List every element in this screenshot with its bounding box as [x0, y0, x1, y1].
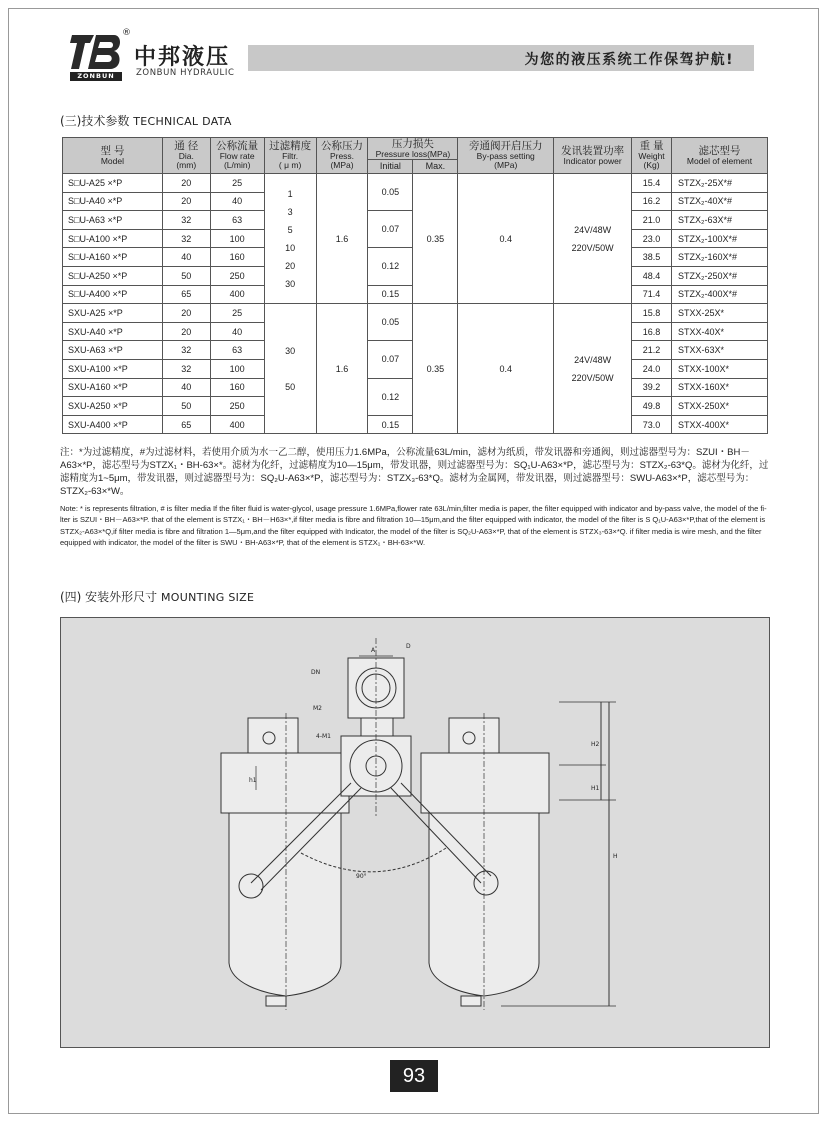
table-row: S□U-A250 ×*P 50 250 48.4 STZX₂-250X*# [63, 266, 768, 285]
table-row: SXU-A25 ×*P 20 25 30 50 1.6 0.05 0.35 0.4 24V/48W 220V/50W 15.8 STXX-25X* [63, 304, 768, 323]
dim-label-h1-small: h1 [249, 777, 257, 784]
section-title-en: TECHNICAL DATA [133, 115, 232, 128]
slogan-text: 为您的液压系统工作保驾护航! [524, 52, 734, 68]
registered-mark: ® [122, 28, 131, 38]
company-name-cn: 中邦液压 [134, 45, 231, 70]
header-press: 公称压力 Press. (MPa) [316, 138, 368, 174]
zonbun-logo-icon [70, 33, 122, 71]
mounting-drawing [61, 618, 769, 1047]
bypass-cell: 0.4 [458, 304, 554, 434]
table-row: SXU-A40 ×*P 20 40 16.8 STXX-40X* [63, 322, 768, 341]
header-pressure-loss: 压力损失 Pressure loss(MPa) [368, 138, 458, 160]
section-title-technical-data [60, 112, 232, 129]
dim-label-h1: H1 [591, 785, 600, 792]
max-loss-cell: 0.35 [413, 304, 458, 434]
header-model: 型 号 Model [63, 138, 163, 174]
table-row: SXU-A160 ×*P 40 160 0.12 39.2 STXX-160X* [63, 378, 768, 397]
dim-label-a: A [371, 647, 376, 654]
section-title-en: MOUNTING SIZE [161, 591, 255, 604]
dim-label-m2: M2 [313, 705, 322, 712]
pressure-cell: 1.6 [316, 174, 368, 304]
table-row: S□U-A25 ×*P 20 25 1 3 5 10 20 30 1.6 0.05 0.35 0.4 24V/48W 220V/50W 15.4 STZX₂-25X*# [63, 174, 768, 193]
header-filtr: 过滤精度 Filtr. ( μ m) [264, 138, 316, 174]
header-indicator: 发讯装置功率 Indicator power [554, 138, 632, 174]
table-row: S□U-A400 ×*P 65 400 0.15 71.4 STZX₂-400X*# [63, 285, 768, 304]
table-row: SXU-A63 ×*P 32 63 0.07 21.2 STXX-63X* [63, 341, 768, 360]
table-row: SXU-A100 ×*P 32 100 24.0 STXX-100X* [63, 359, 768, 378]
dim-label-h2: H2 [591, 741, 600, 748]
table-row: S□U-A160 ×*P 40 160 0.12 38.5 STZX₂-160X*# [63, 248, 768, 267]
pressure-cell: 1.6 [316, 304, 368, 434]
section-title-cn: (四) 安装外形尺寸 [60, 590, 158, 604]
logo-subtext: ZONBUN [70, 72, 122, 81]
dim-label-angle: 90° [356, 873, 367, 880]
indicator-cell: 24V/48W 220V/50W [554, 174, 632, 304]
company-name-en: ZONBUN HYDRAULIC [136, 68, 235, 78]
indicator-cell: 24V/48W 220V/50W [554, 304, 632, 434]
bypass-cell: 0.4 [458, 174, 554, 304]
header-bypass: 旁通阀开启压力 By-pass setting (MPa) [458, 138, 554, 174]
technical-data-table [62, 137, 768, 434]
filtration-cell: 30 50 [264, 304, 316, 434]
header-element: 滤芯型号 Model of element [672, 138, 768, 174]
header-weight: 重 量 Weight (Kg) [632, 138, 672, 174]
header-initial: Initial [368, 160, 413, 174]
table-row: S□U-A40 ×*P 20 40 16.2 STZX₂-40X*# [63, 192, 768, 211]
header-flow: 公称流量 Flow rate (L/min) [210, 138, 264, 174]
dim-label-dn: DN [311, 669, 321, 676]
max-loss-cell: 0.35 [413, 174, 458, 304]
header-dia: 通 径 Dia. (mm) [162, 138, 210, 174]
slogan-bar [248, 45, 754, 71]
table-row: S□U-A63 ×*P 32 63 0.07 21.0 STZX₂-63X*# [63, 211, 768, 230]
section-title-mounting-size [60, 588, 254, 605]
header-max: Max. [413, 160, 458, 174]
note-en: Note: * is represents filtration, # is filter media If the filter fluid is water-glycol, usage pressure 1.6MPa,flower rate 63L/min,filter media is paper, the filter equipped with indicator and by-pass valve, the model of the fi-lter is SZUI・BH－A63×*P. that of the element is STZX₁・BH－H63×*,if filter media is fibre and filtration 10—15μm,and the filter equipped with indicator, the model of the filter is S Q₁U-A63×*P,that of the element is STZX₂-A63×*Q,if filter media is fibre and filtration 1—5μm,and the filter equipped with Indicator, the model of the filter is SQ₂U-A63×*P, that of the element is STZX₃-63×*Q. if filter media is wire mesh, and the filter equipped with indicator, the model of the filter is SWU・BH-A63×*P, that of the element is STZX₁・BH-63×*W. [60, 504, 767, 547]
table-row: SXU-A400 ×*P 65 400 0.15 73.0 STXX-400X* [63, 415, 768, 434]
dim-label-d: D [406, 643, 411, 650]
dim-label-m1: 4-M1 [316, 733, 331, 740]
table-row: S□U-A100 ×*P 32 100 23.0 STZX₂-100X*# [63, 229, 768, 248]
section-title-cn: (三)技术参数 [60, 114, 130, 128]
table-row: SXU-A250 ×*P 50 250 49.8 STXX-250X* [63, 397, 768, 416]
filtration-cell: 1 3 5 10 20 30 [264, 174, 316, 304]
page-number: 93 [390, 1060, 438, 1092]
note-cn: 注：*为过滤精度，#为过滤材料，若使用介质为水一乙二醇，使用压力1.6MPa，公称流量63L/min，滤材为纸质，带发讯器和旁通阀，则过滤器型号为：SZUI・BH－A63×*P，滤芯型号为STZX₁・BH-63×*。滤材为化纤，过滤精度为10—15μm，带发讯器，则过滤器型号为：SQ₁U-A63×*P，滤芯型号为：STZX₂-63*Q。滤材为化纤，过滤精度为1~5μm，带发讯器，则过滤器型号为：SQ₂U-A63×*P，滤芯型号为：STZX₃-63*Q。滤材为金属网，带发讯器，则过滤器型号：SWU-A63×*P，滤芯型号为：STZX₂-63×*W。 [60, 447, 769, 497]
dim-label-h: H [613, 853, 618, 860]
mounting-drawing-panel [60, 617, 770, 1048]
